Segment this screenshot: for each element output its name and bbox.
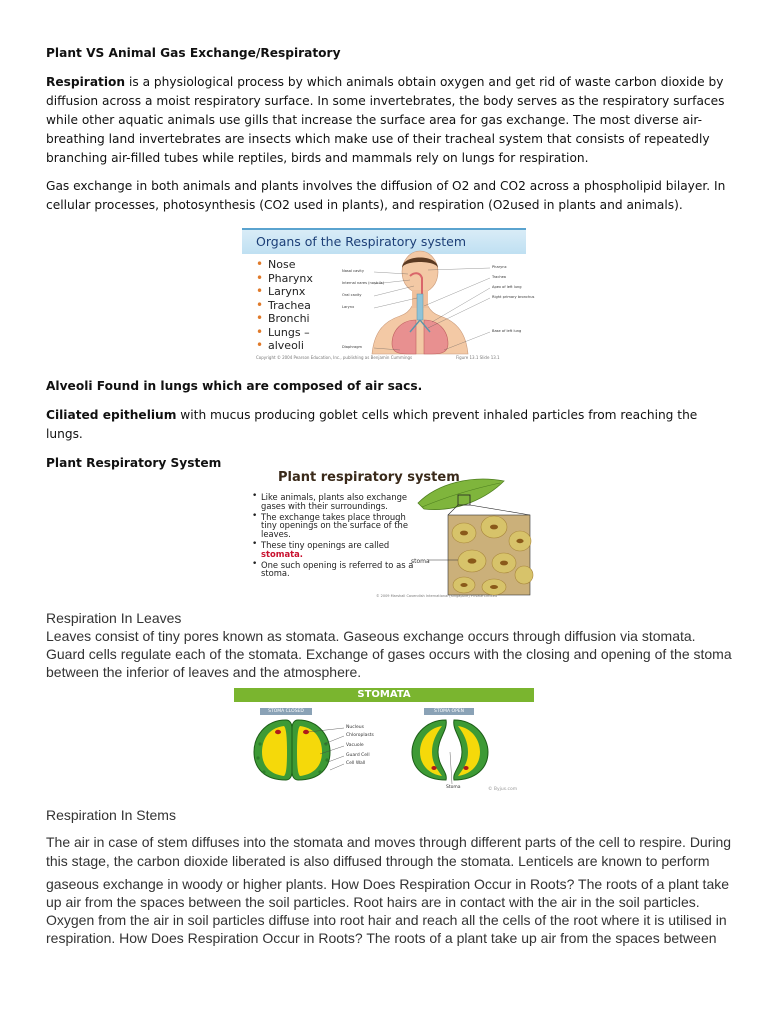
organ-item-continued: • alveoli [256, 339, 313, 353]
anatomy-label: Oral cavity [342, 293, 362, 297]
plant-bullet: • One such opening is referred to as a stoma. [238, 561, 414, 579]
organ-item: • Bronchi [256, 312, 313, 326]
stomata-label: Nucleus [346, 725, 364, 730]
organ-item: • Pharynx [256, 272, 313, 286]
plant-figure-title: Plant respiratory system [278, 470, 460, 485]
stomata-figure [234, 688, 534, 796]
plant-bullet: • The exchange takes place through tiny openings on the surface of the leaves. [238, 513, 414, 539]
stomata-label: Guard Cell [346, 753, 370, 758]
stoma-label: Stoma [446, 785, 461, 790]
anatomy-label: Larynx [342, 305, 355, 309]
respiration-text: is a physiological process by which animals obtain oxygen and get rid of waste carbon dioxide by diffusion across a moist respiratory surface. In some invertebrates, the body serves as the respiratory surfaces while other aquatic animals use gills that increase the surface area for gas exchange. The most diverse air-breathing land invertebrates are insects which make use of their tracheal system that consists of repeatedly branching air-filled tubes while reptiles, birds and mammals rely on lungs for respiration. [46, 75, 725, 165]
plant-bullet: • Like animals, plants also exchange gases with their surroundings. [238, 493, 414, 511]
plant-bullet-text: These tiny openings are called [261, 539, 390, 550]
stems-line: gaseous exchange in woody or higher plants. How Does Respiration Occur in Roots? The roots of a plant take [46, 876, 730, 892]
figure-copyright: Copyright © 2004 Pearson Education, Inc., publishing as Benjamin Cummings [256, 355, 413, 360]
anatomy-label: Base of left lung [492, 329, 522, 333]
gas-exchange-paragraph: Gas exchange in both animals and plants involves the diffusion of O2 and CO2 across a phospholipid bilayer. In cellular processes, photosynthesis (CO2 used in plants), and respiration (O2used in plants and animals). [46, 179, 726, 212]
respiratory-anatomy-illustration [340, 250, 535, 354]
ciliated-paragraph [46, 406, 736, 444]
stomata-label: Cell Wall [346, 761, 366, 766]
organ-item: • Trachea [256, 299, 313, 313]
closed-guard-cells [254, 720, 330, 780]
leaves-line: Guard cells regulate each of the stomata. Exchange of gases occurs with the closing and opening of the stoma [46, 646, 732, 662]
organ-item: • Lungs – [256, 326, 313, 340]
stoma-closed-tab: STOMA CLOSED [260, 708, 312, 715]
figure-reference: Figure 13.1 Slide 13.1 [456, 355, 500, 360]
stoma-label: stoma [411, 558, 430, 565]
leaves-line: Leaves consist of tiny pores known as stomata. Gaseous exchange occurs through diffusion via stomata. [46, 628, 696, 644]
stems-line: up air from the spaces between the soil particles. Root hairs are in contact with the air in the soil particles. [46, 894, 700, 910]
anatomy-label: Apex of left lung [492, 285, 522, 289]
ciliated-term: Ciliated epithelium [46, 408, 177, 422]
stems-line: this stage, the carbon dioxide liberated is also diffused through the stomata. Lenticels are known to perform [46, 853, 710, 869]
stoma-open-tab: STOMA OPEN [424, 708, 474, 715]
organ-list [256, 258, 313, 353]
respiratory-organs-figure [242, 228, 535, 364]
respiration-paragraph [46, 73, 736, 168]
stems-line: The air in case of stem diffuses into the stomata and moves through different parts of the cell to respire. During [46, 834, 732, 850]
stomata-credit: © Byjus.com [488, 787, 518, 792]
stems-line: Oxygen from the air in soil particles diffuse into root hair and reach all the cells of the root where it is utilised in [46, 912, 727, 928]
anatomy-label: Diaphragm [342, 345, 362, 349]
leaves-heading: Respiration In Leaves [46, 610, 182, 626]
alveoli-paragraph: Alveoli Found in lungs which are composed of air sacs. [46, 379, 423, 393]
plant-respiratory-figure [232, 463, 534, 603]
intro-section [46, 44, 736, 225]
stems-line: respiration. How Does Respiration Occur in Roots? The roots of a plant take up air from the spaces between [46, 930, 717, 946]
guard-cells-illustration [234, 688, 534, 796]
organ-item: • Larynx [256, 285, 313, 299]
anatomy-label: Trachea [492, 275, 507, 279]
stomata-term: stomata. [261, 548, 303, 559]
anatomy-label: Pharynx [492, 265, 507, 269]
open-guard-cells [412, 720, 488, 780]
organ-item: • Nose [256, 258, 313, 272]
plant-respiratory-heading: Plant Respiratory System [46, 456, 222, 470]
page-title: Plant VS Animal Gas Exchange/Respiratory [46, 46, 341, 60]
ciliated-text: with mucus producing goblet cells which prevent inhaled particles from reaching the lungs. [46, 408, 698, 441]
stems-heading: Respiration In Stems [46, 807, 176, 823]
stomata-title: STOMATA [357, 689, 411, 700]
leaves-line: between the inferior of leaves and the atmosphere. [46, 664, 362, 680]
anatomy-label: Right primary bronchus [492, 295, 535, 299]
plant-bullet-list [238, 493, 414, 580]
leaves-section [46, 609, 736, 681]
plant-figure-copyright: © 2009 Marshall Cavendish International (Singapore) Private Limited [376, 594, 498, 598]
stomata-label: Chloroplasts [346, 733, 374, 738]
plant-bullet [238, 541, 414, 559]
respiration-term: Respiration [46, 75, 126, 89]
anatomy-label: Nasal cavity [342, 269, 364, 273]
figure-title: Organs of the Respiratory system [256, 234, 467, 249]
stomata-label: Vacuole [346, 743, 364, 748]
anatomy-label: Internal nares (nostrils) [342, 281, 385, 285]
